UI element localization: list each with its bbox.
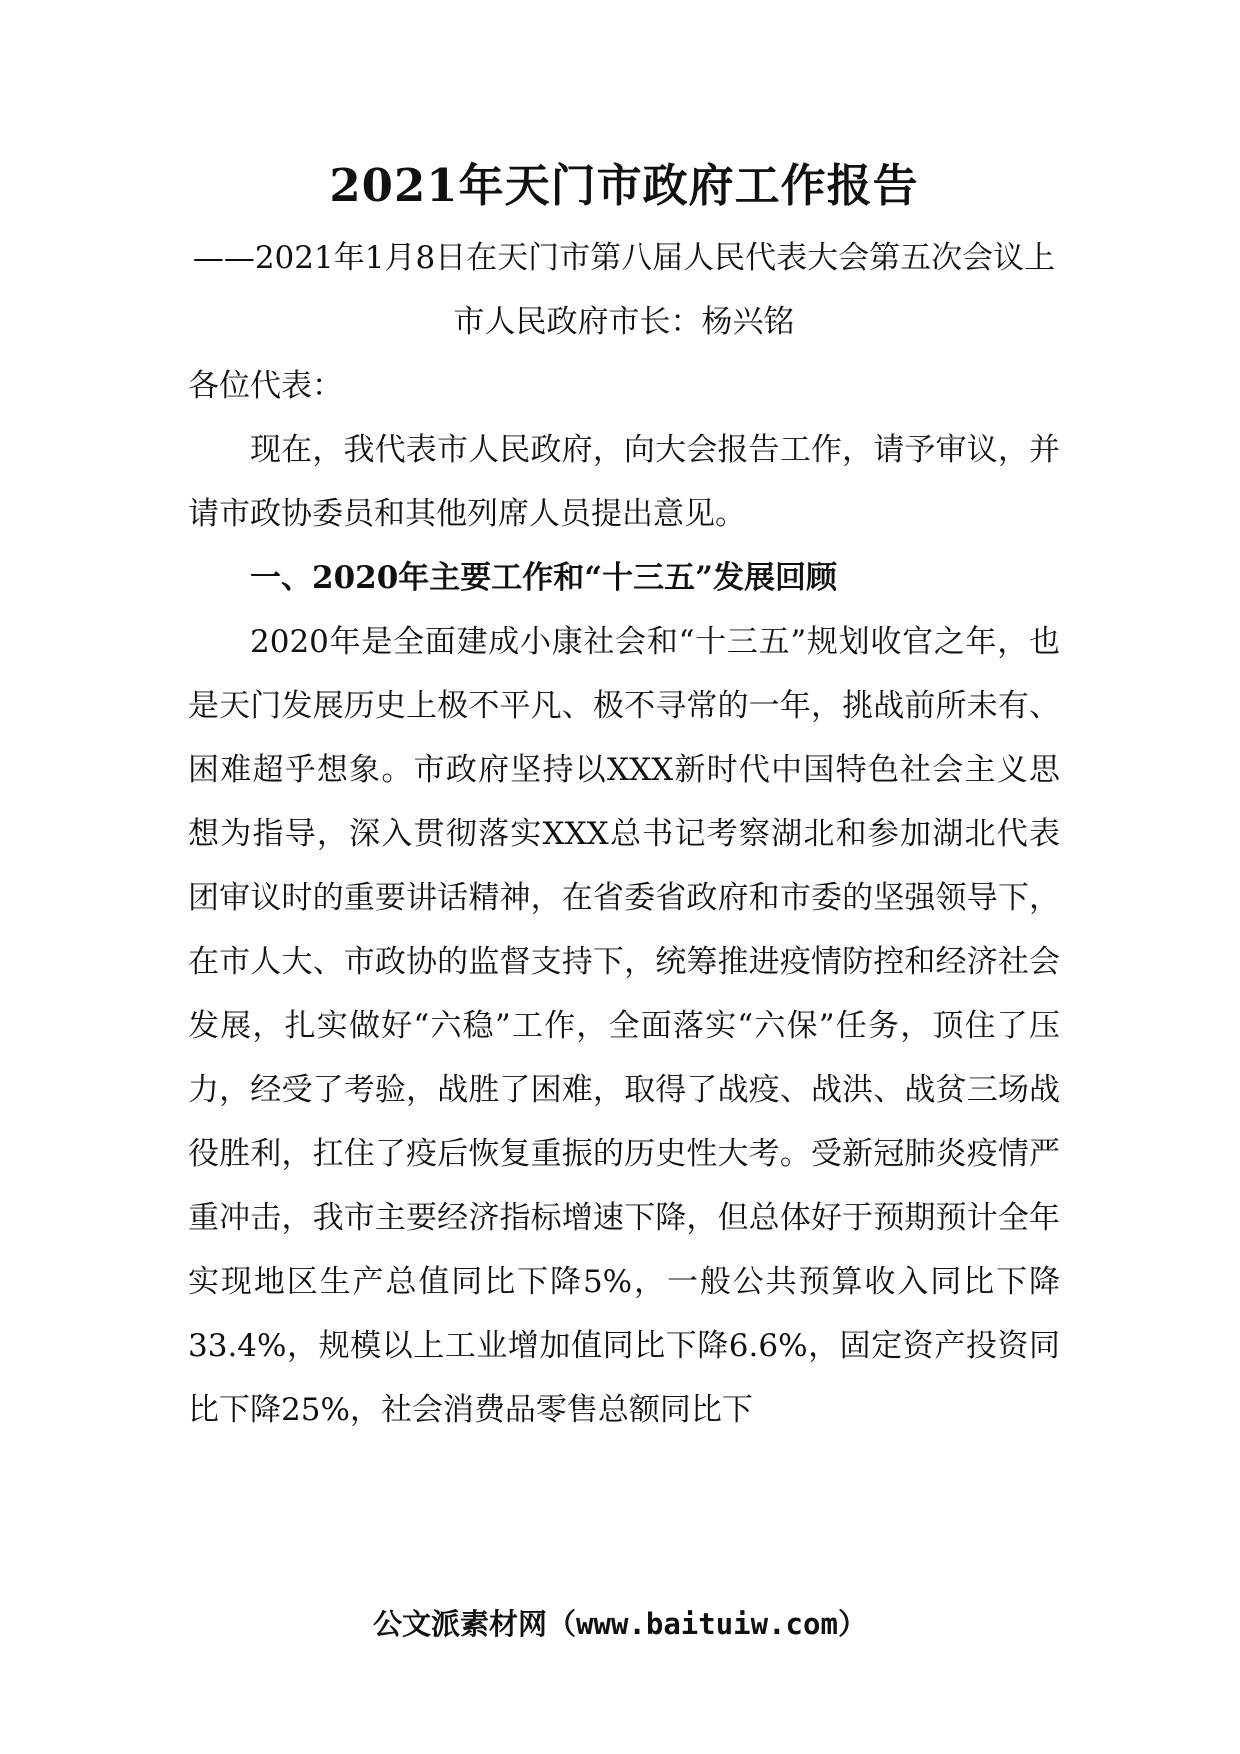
salutation: 各位代表：	[188, 368, 343, 404]
section-paragraph: 2020年是全面建成小康社会和“十三五”规划收官之年，也是天门发展历史上极不平凡、极不寻常的一年，挑战前所未有、困难超乎想象。市政府坚持以XXX新时代中国特色社会主义思想为指导，深入贯彻落实XXX总书记考察湖北和参加湖北代表团审议时的重要讲话精神，在省委省政府和市委的坚强领导下，在市人大、市政协的监督支持下，统筹推进疫情防控和经济社会发展，扎实做好“六稳”工作，全面落实“六保”任务，顶住了压力，经受了考验，战胜了困难，取得了战疫、战洪、战贫三场战役胜利，扛住了疫后恢复重振的历史性大考。受新冠肺炎疫情严重冲击，我市主要经济指标增速下降，但总体好于预期预计全年实现地区生产总值同比下降5%，一般公共预算收入同比下降33.4%，规模以上工业增加值同比下降6.6%，固定资产投资同比下降25%，社会消费品零售总额同比下	[188, 624, 1060, 1428]
document-subtitle: ——2021年1月8日在天门市第八届人民代表大会第五次会议上	[192, 240, 1056, 276]
document-title: 2021年天门市政府工作报告	[329, 159, 919, 212]
intro-paragraph: 现在，我代表市人民政府，向大会报告工作，请予审议，并请市政协委员和其他列席人员提出意见。	[188, 432, 1060, 532]
footer-watermark: 公文派素材网（www.baituiw.com）	[373, 1607, 867, 1641]
section-heading: 一、2020年主要工作和“十三五”发展回顾	[250, 560, 837, 596]
document-page	[188, 150, 1060, 1442]
document-author: 市人民政府市长：杨兴铭	[453, 304, 795, 340]
